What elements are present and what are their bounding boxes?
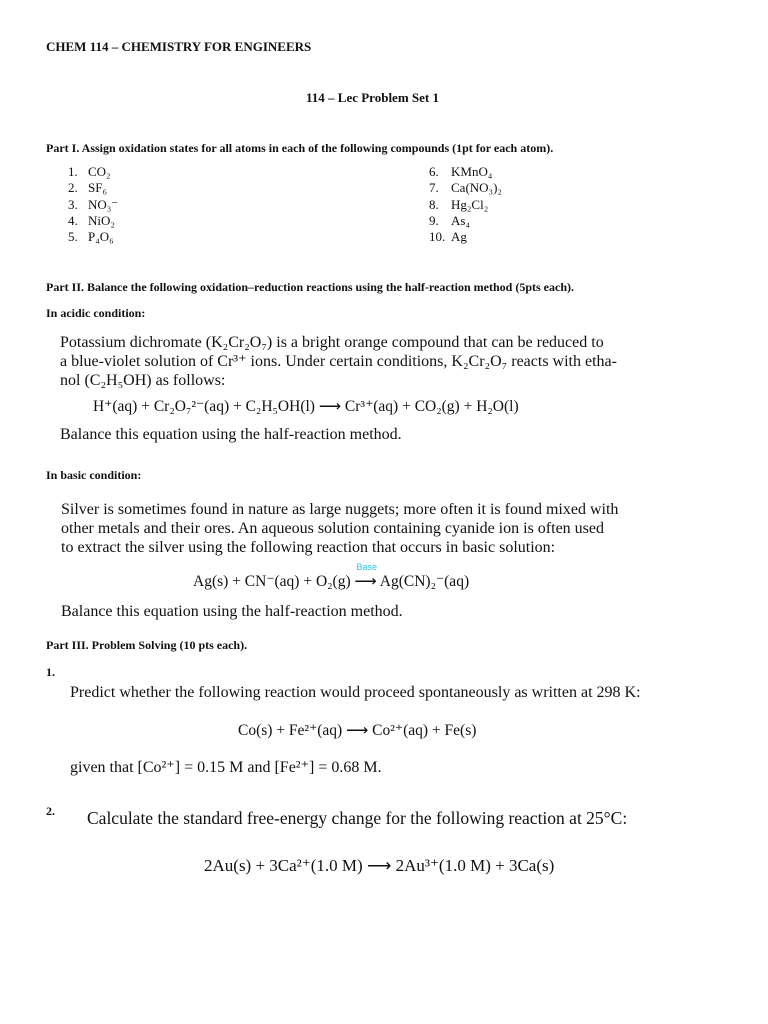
basic-instruction: Balance this equation using the half-reaction method. bbox=[61, 603, 403, 620]
list-item: 8. Hg₂Cl₂ bbox=[429, 196, 489, 212]
course-title: CHEM 114 – CHEMISTRY FOR ENGINEERS bbox=[46, 39, 312, 54]
problem1-number: 1. bbox=[46, 665, 55, 679]
part2-heading: Part II. Balance the following oxidation–reduction reactions using the half-reaction method (5pts each). bbox=[46, 280, 574, 294]
list-item: 7. Ca(NO₃)₂ bbox=[429, 180, 502, 196]
acidic-paragraph: Potassium dichromate (K₂Cr₂O₇) is a bright orange compound that can be reduced to a blue-violet solution of Cr³⁺ ions. Under certain conditions, K₂Cr₂O₇ reacts with etha- nol (C₂H₅OH) as follows: bbox=[60, 334, 617, 389]
part3-heading: Part III. Problem Solving (10 pts each). bbox=[46, 638, 248, 652]
list-item: 1. CO₂ bbox=[68, 164, 111, 179]
basic-equation: Ag(s) + CN⁻(aq) + O₂(g) Base ⟶ Ag(CN)₂⁻(aq) bbox=[193, 562, 470, 590]
list-item: 4. NiO₂ bbox=[68, 212, 115, 228]
acidic-equation: H⁺(aq) + Cr₂O₇²⁻(aq) + C₂H₅OH(l) ⟶ Cr³⁺(aq) + CO₂(g) + H₂O(l) bbox=[93, 398, 519, 415]
problem-set-title: 114 – Lec Problem Set 1 bbox=[306, 90, 439, 105]
list-item: 5. P₄O₆ bbox=[68, 229, 114, 245]
basic-label: In basic condition: bbox=[46, 468, 142, 482]
part1-right-list bbox=[429, 164, 502, 245]
base-arrow-label: Base bbox=[356, 562, 378, 572]
problem1-text: Predict whether the following reaction would proceed spontaneously as written at 298 K: bbox=[70, 684, 641, 701]
problem2-text: Calculate the standard free-energy change for the following reaction at 25°C: bbox=[87, 808, 628, 828]
acidic-instruction: Balance this equation using the half-reaction method. bbox=[60, 426, 402, 443]
list-item: 6. KMnO₄ bbox=[429, 164, 493, 179]
list-item: 10. Ag bbox=[429, 229, 467, 245]
problem2-equation: 2Au(s) + 3Ca²⁺(1.0 M) ⟶ 2Au³⁺(1.0 M) + 3Ca(s) bbox=[204, 856, 555, 875]
list-item: 9. As₄ bbox=[429, 212, 470, 228]
problem1-given: given that [Co²⁺] = 0.15 M and [Fe²⁺] = 0.68 M. bbox=[70, 759, 382, 776]
acidic-label: In acidic condition: bbox=[46, 306, 146, 320]
base-arrow: Base ⟶ bbox=[354, 562, 378, 590]
list-item: 2. SF₆ bbox=[68, 180, 107, 196]
part1-heading: Part I. Assign oxidation states for all atoms in each of the following compounds (1pt for each atom). bbox=[46, 141, 554, 155]
part1-left-list bbox=[68, 164, 118, 245]
problem2-number: 2. bbox=[46, 804, 55, 818]
problem1-equation: Co(s) + Fe²⁺(aq) ⟶ Co²⁺(aq) + Fe(s) bbox=[238, 722, 477, 739]
list-item: 3. NO₃⁻ bbox=[68, 196, 119, 212]
basic-paragraph: Silver is sometimes found in nature as large nuggets; more often it is found mixed with other metals and their ores. An aqueous solution containing cyanide ion is often used to extract the silver using the following reaction that occurs in basic solution: bbox=[61, 501, 619, 556]
